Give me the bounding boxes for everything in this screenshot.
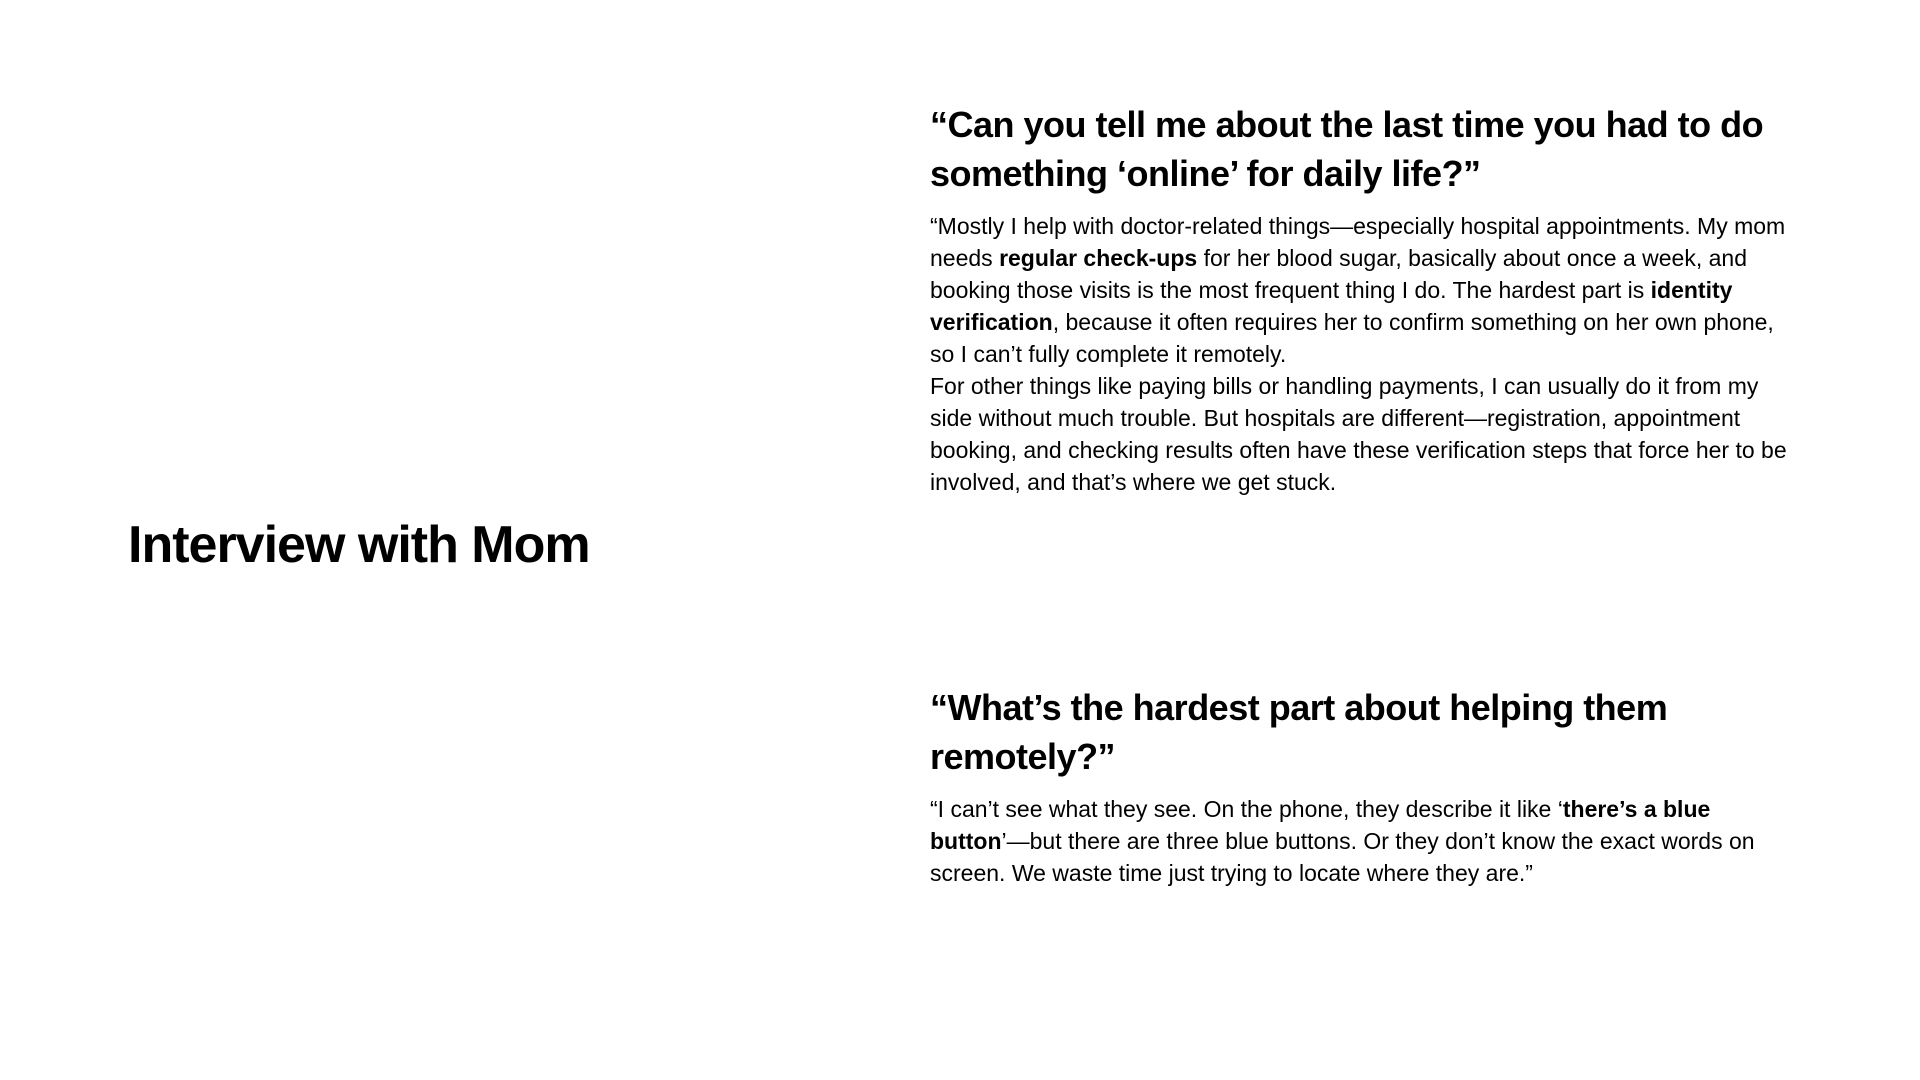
answer-1-text-c: for her blood sugar, basically about once a week, and booking those visits is the most frequent thing I do. The hardest part is bbox=[930, 245, 1748, 303]
answer-1-highlight-verification: identity verification bbox=[930, 277, 1733, 335]
qa-block-2 bbox=[930, 683, 1800, 889]
question-1: “Can you tell me about the last time you had to do something ‘online’ for daily life?” bbox=[930, 104, 1764, 194]
answer-1 bbox=[930, 210, 1800, 498]
answer-1-text-a: “Mostly I help with doctor-related things—especially hospital appointments. My mom needs bbox=[930, 213, 1786, 271]
qa-block-1 bbox=[930, 100, 1800, 498]
answer-2-highlight-blue-button: there’s a blue button bbox=[930, 796, 1711, 854]
answer-1-paragraph-2: For other things like paying bills or handling payments, I can usually do it from my side without much trouble. But hospitals are different—registration, appointment booking, and checking results often have these verification steps that force her to be involved, and that’s where we get stuck. bbox=[930, 373, 1787, 495]
answer-1-highlight-checkups: regular check-ups bbox=[999, 245, 1198, 271]
answer-2 bbox=[930, 793, 1800, 889]
answer-1-text-e: , because it often requires her to confirm something on her own phone, so I can’t fully complete it remotely. bbox=[930, 309, 1774, 367]
answer-2-text-a: “I can’t see what they see. On the phone, they describe it like ‘ bbox=[930, 796, 1563, 822]
page-title: Interview with Mom bbox=[128, 516, 590, 574]
question-2: “What’s the hardest part about helping them remotely?” bbox=[930, 687, 1668, 777]
answer-2-text-c: ’—but there are three blue buttons. Or they don’t know the exact words on screen. We waste time just trying to locate where they are.” bbox=[930, 828, 1755, 886]
